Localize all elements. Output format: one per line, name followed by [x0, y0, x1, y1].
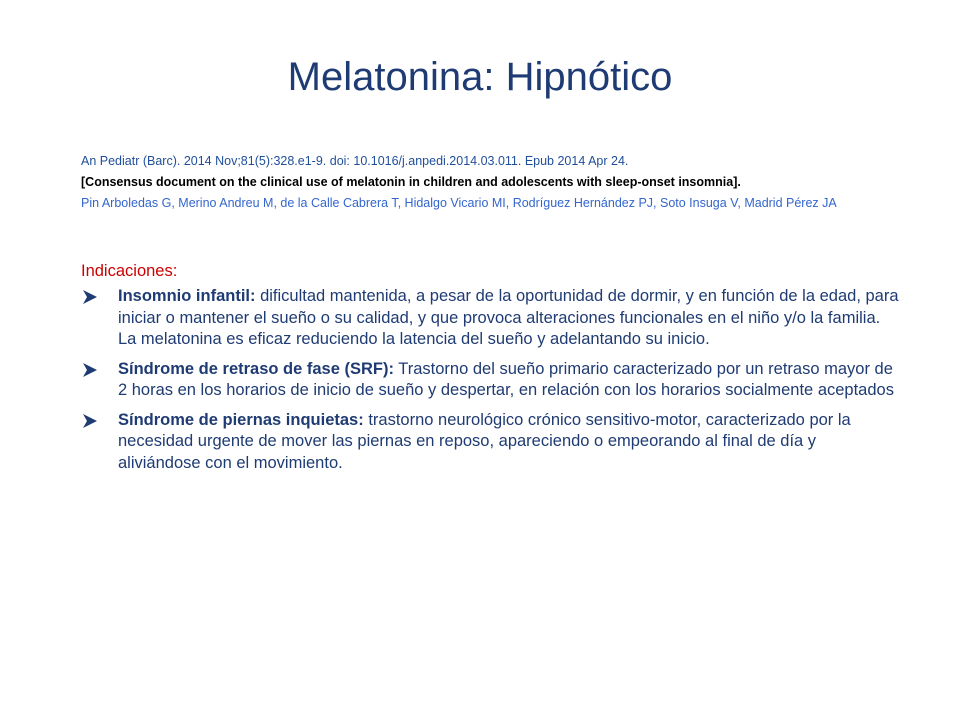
reference-document-title: [Consensus document on the clinical use of melatonin in children and adolescents with sleep-onset insomnia].	[81, 175, 741, 189]
item-text: Trastorno del sueño primario caracterizado por un retraso mayor de 2 horas en los horarios de inicio de sueño y despertar, en relación con los horarios socialmente aceptados	[118, 359, 894, 399]
slide-title: Melatonina: Hipnótico	[287, 55, 673, 99]
item-term: Síndrome de piernas inquietas:	[118, 410, 364, 429]
indicaciones-list	[81, 286, 901, 482]
item-term: Síndrome de retraso de fase (SRF):	[118, 359, 394, 378]
reference-citation: An Pediatr (Barc). 2014 Nov;81(5):328.e1-9. doi: 10.1016/j.anpedi.2014.03.011. Epub 2014 Apr 24.	[81, 154, 629, 168]
reference-authors: Pin Arboledas G, Merino Andreu M, de la Calle Cabrera T, Hidalgo Vicario MI, Rodríguez Hernández PJ, Soto Insuga V, Madrid Pérez JA	[81, 196, 837, 210]
list-item	[81, 286, 901, 351]
arrowhead-bullet-icon	[82, 413, 98, 429]
reference-block	[81, 154, 881, 217]
item-term: Insomnio infantil:	[118, 287, 256, 305]
item-text: trastorno neurológico crónico sensitivo-motor, caracterizado por la necesidad urgente de mover las piernas en reposo, apareciendo o empeorando al final de día y aliviándose con el movimiento.	[118, 410, 851, 472]
list-item	[81, 359, 901, 402]
indicaciones-heading: Indicaciones:	[81, 262, 178, 280]
arrowhead-bullet-icon	[82, 289, 98, 305]
arrowhead-bullet-icon	[82, 362, 98, 378]
list-item	[81, 410, 901, 475]
item-text: dificultad mantenida, a pesar de la oportunidad de dormir, y en función de la edad, para iniciar o mantener el sueño o su calidad, y que provoca alteraciones funcionales en el niño y/o la familia. La melatonina es eficaz reduciendo la latencia del sueño y adelantando su inicio.	[118, 287, 899, 348]
